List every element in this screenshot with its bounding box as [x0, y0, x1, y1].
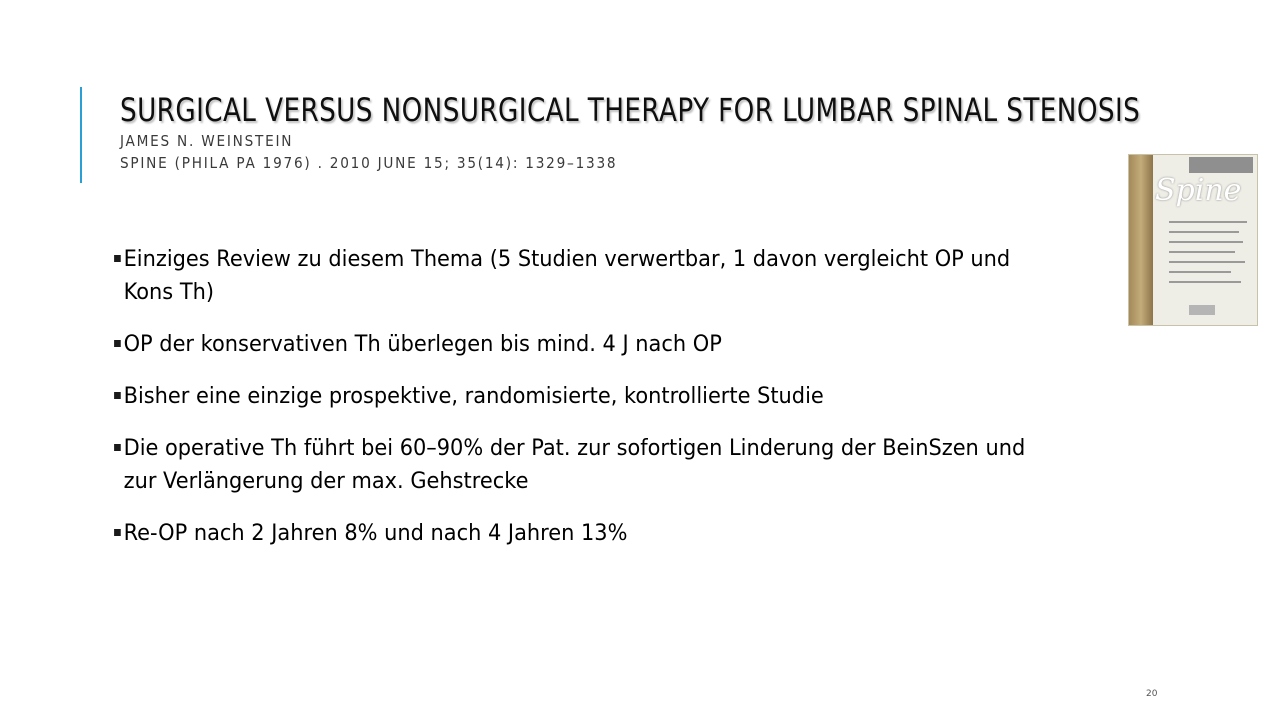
bullet-text: Bisher eine einzige prospektive, randomisierte, kontrollierte Studie [123, 384, 824, 409]
journal-text-line [1169, 231, 1239, 233]
journal-text-line [1169, 281, 1241, 283]
journal-text-line [1169, 221, 1247, 223]
publisher-logo [1189, 305, 1215, 315]
journal-text-line [1169, 251, 1235, 253]
square-bullet-icon [114, 340, 121, 347]
bullet-item [116, 328, 1057, 361]
bullet-text: Re-OP nach 2 Jahren 8% und nach 4 Jahren 13% [123, 521, 628, 546]
bullet-item [116, 380, 1057, 413]
bullet-item [116, 243, 1057, 309]
journal-text-line [1169, 241, 1243, 243]
bullet-text: Einziges Review zu diesem Thema (5 Studien verwertbar, 1 davon vergleicht OP und Kons Th) [123, 247, 1011, 305]
bullet-item [116, 517, 1057, 550]
citation-line: SPINE (PHILA PA 1976) . 2010 JUNE 15; 35(14): 1329–1338 [120, 154, 618, 172]
title-block [120, 92, 1220, 174]
journal-header-band [1189, 157, 1253, 173]
bullet-item [116, 432, 1057, 498]
square-bullet-icon [114, 529, 121, 536]
bullet-text: Die operative Th führt bei 60–90% der Pat. zur sofortigen Linderung der BeinSzen und zur Verlängerung der max. Gehstrecke [123, 436, 1026, 494]
title-accent-bar [80, 87, 82, 183]
spine-illustration [1129, 155, 1153, 325]
journal-cover-image [1128, 154, 1258, 326]
slide-title: SURGICAL VERSUS NONSURGICAL THERAPY FOR LUMBAR SPINAL STENOSIS [120, 91, 1141, 129]
author-line: JAMES N. WEINSTEIN [120, 132, 294, 150]
square-bullet-icon [114, 255, 121, 262]
journal-name: Spine [1155, 173, 1242, 208]
square-bullet-icon [114, 444, 121, 451]
bullet-text: OP der konservativen Th überlegen bis mind. 4 J nach OP [123, 332, 722, 357]
journal-text-line [1169, 261, 1245, 263]
journal-text-line [1169, 271, 1231, 273]
square-bullet-icon [114, 392, 121, 399]
page-number: 20 [1146, 689, 1158, 699]
bullet-list [116, 243, 1106, 569]
